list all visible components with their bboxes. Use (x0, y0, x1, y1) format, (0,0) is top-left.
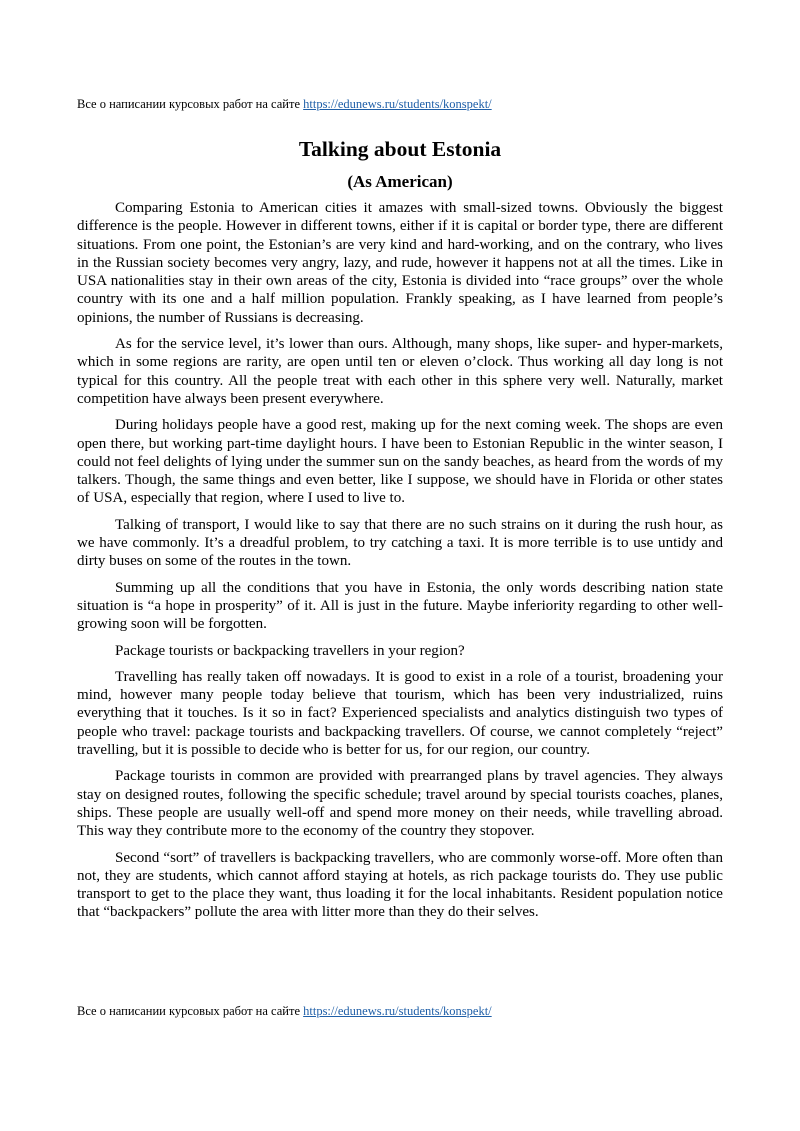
paragraph: Second “sort” of travellers is backpacking travellers, who are commonly worse-off. More often than not, they are students, which cannot afford staying at hotels, as rich package tourists do. They use public transport to get to the place they want, thus loading it for the local inhabitants. Resident population notice that “backpackers” pollute the area with litter more than they do their selves. (77, 849, 723, 921)
paragraph: Comparing Estonia to American cities it amazes with small-sized towns. Obviously the biggest difference is the people. However in different towns, either if it is capital or border type, there are different situations. From one point, the Estonian’s are very kind and hard-working, and on the contrary, who lives in the Russian society becomes very angry, lazy, and rude, however it happens not at all the times. Like in USA nationalities stay in their own areas of the city, Estonia is divided into “race groups” over the whole country with its one and a half million population. Frankly speaking, as I have learned from people’s opinions, the number of Russians is decreasing. (77, 200, 723, 326)
paragraph: Travelling has really taken off nowadays. It is good to exist in a role of a tourist, broadening your mind, however many people today believe that tourism, which has been very industrialized, ruins everything that it touches. Is it so in fact? Experienced specialists and analytics distinguish two types of people who travel: package tourists and backpacking travellers. Of course, we cannot completely “reject” travelling, but it is possible to decide who is better for us, for our region, our country. (77, 668, 723, 759)
paragraph: Summing up all the conditions that you have in Estonia, the only words describing nation state situation is “a hope in prosperity” of it. All is just in the future. Maybe inferiority regarding to other well-growing soon will be forgotten. (77, 579, 723, 633)
header-text: Все о написании курсовых работ на сайте (77, 97, 304, 111)
page-footer (77, 1004, 492, 1019)
page-header (77, 97, 492, 112)
header-link[interactable]: https://edunews.ru/students/konspekt/ (303, 97, 492, 111)
paragraph: Package tourists or backpacking travellers in your region? (115, 642, 465, 659)
document-title: Talking about Estonia (298, 137, 502, 161)
paragraph: As for the service level, it’s lower than ours. Although, many shops, like super- and hyper-markets, which in some regions are rarity, are open until ten or eleven o’clock. Thus working all day long is not typical for this country. All the people treat with each other in this sphere very well. Naturally, market competition have always been present everywhere. (77, 336, 723, 407)
paragraph: During holidays people have a good rest, making up for the next coming week. The shops are even open there, but working part-time daylight hours. I have been to Estonian Republic in the winter season, I could not feel delights of lying under the summer sun on the sandy beaches, as heard from the words of my talkers. Though, the same things and even better, like I suppose, we should have in Florida or other states of USA, especially that region, where I used to live to. (77, 417, 723, 507)
paragraph: Talking of transport, I would like to say that there are no such strains on it during the rush hour, as we have commonly. It’s a dreadful problem, to try catching a taxi. It is more terrible is to use untidy and dirty buses on some of the routes in the town. (77, 516, 723, 570)
footer-text: Все о написании курсовых работ на сайте (77, 1004, 304, 1018)
document-subtitle: (As American) (347, 172, 453, 191)
document-body (77, 199, 723, 930)
footer-link[interactable]: https://edunews.ru/students/konspekt/ (303, 1004, 492, 1018)
paragraph: Package tourists in common are provided with prearranged plans by travel agencies. They always stay on designed routes, following the specific schedule; travel around by special tourists coaches, planes, ships. These people are usually well-off and spend more money on their needs, while travelling abroad. This way they contribute more to the economy of the country they stopover. (77, 768, 723, 840)
